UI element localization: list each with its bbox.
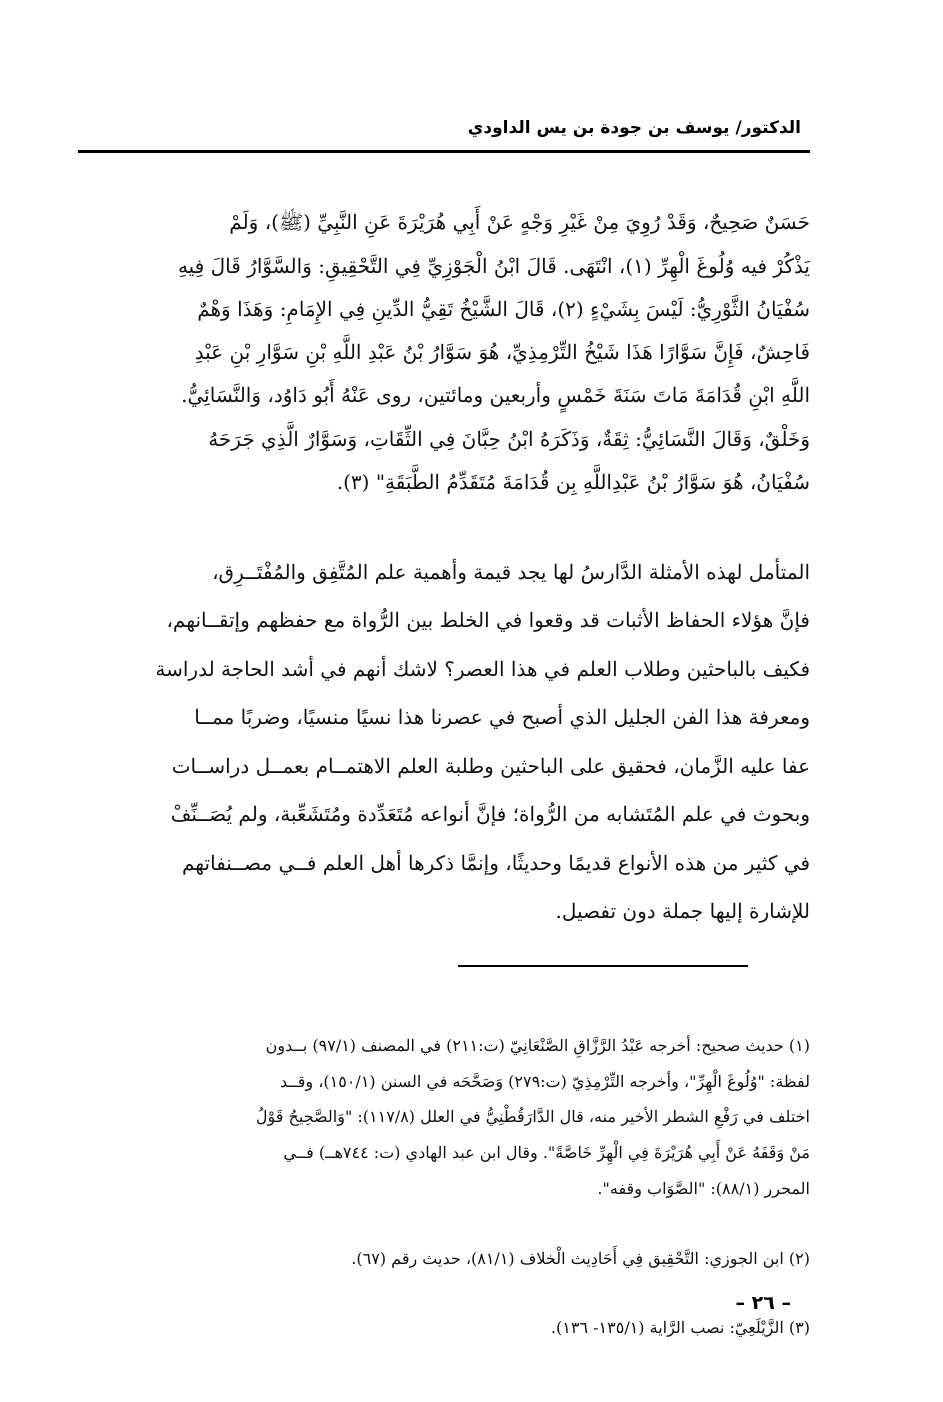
footnote-3-marker: (٣) bbox=[788, 1318, 810, 1338]
footnote-divider bbox=[458, 965, 748, 967]
body-paragraph-2: المتأمل لهذه الأمثلة الدَّارسُ لها يجد قيمة وأهمية علم المُتَّفِق والمُفْتَــرِق، فإنَّ هؤلاء الحفاظ الأثبات قد وقعوا في الخلط بين الرُّواة مع حفظهم وإتقــانهم، فكيف بالباحثين وطلاب العلم في هذا العصر؟ لاشك أنهم في أشد الحاجة لدراسة ومعرفة هذا الفن الجليل الذي أصبح في عصرنا هذا نسيًا منسيًا، وضربًا ممــا عفا عليه الزَّمان، فحقيق على الباحثين وطلبة العلم الاهتمــام بعمــل دراســات وبحوث في علم المُتَشابه من الرُّواة؛ فإنَّ أنواعه مُتَعَدِّدة ومُتَشَعِّبة، ولم يُصَــنِّفْ في كثير من هذه الأنواع قديمًا وحديثًا، وإنمَّا ذكرها أهل العلم فــي مصــنفاتهم للإشارة إليها جملة دون تفصيل. bbox=[155, 559, 810, 924]
header-divider bbox=[78, 150, 810, 153]
footnotes bbox=[78, 993, 810, 1381]
footnote-2 bbox=[78, 1242, 810, 1277]
footnote-3 bbox=[78, 1311, 810, 1346]
footnote-1 bbox=[78, 1028, 810, 1207]
running-header-author: الدكتور/ يوسف بن جودة بن يس الداودي bbox=[467, 118, 801, 138]
page-number: – ٢٦ – bbox=[735, 1292, 791, 1314]
footnote-1-marker: (١) bbox=[788, 1035, 810, 1055]
footnote-2-text: ابن الجوزي: التَّحْقِيق فِي أَحَادِيث الْخلاف (٨١/١)، حديث رقم (٦٧). bbox=[351, 1248, 784, 1268]
footnote-1-text: حديث صحيح: أخرجه عَبْدُ الرَّزَّاقِ الصَّنْعَانِيّ (ت:٢١١) في المصنف (٩٧/١) بــدون لفظة: "وُلُوغَ الْهِرِّ"، وأخرجه التِّرْمِذِيّ (ت:٢٧٩) وَصَحَّحَه في السنن (١٥٠/١)، وقــد اختلف في رَفْعِ الشطر الأخير منه، قال الدَّارَقُطْنِيُّ في العلل (١١٧/٨): "وَالصَّحِيحُ قَوْلُ مَنْ وَقَفَهُ عَنْ أَبِي هُرَيْرَةَ فِي الْهِرِّ خَاصَّةً". وقال ابن عبد الهادي (ت: ٧٤٤هــ) فــي المحرر (٨٨/١): "الصَّوَاب وقفه". bbox=[255, 1035, 810, 1198]
main-text bbox=[78, 158, 810, 979]
body-paragraph-1: حَسَنٌ صَحِيحٌ، وَقَدْ رُوِيَ مِنْ غَيْرِ وَجْهٍ عَنْ أَبِي هُرَيْرَةَ عَنِ النَّبِيِّ (ﷺ)، وَلَمْ يَذْكُرْ فيه وُلُوغَ الْهِرِّ (١)، انْتَهَى. قَالَ ابْنُ الْجَوْزِيِّ فِي التَّحْقِيقِ: وَالسَّوَّارُ قَالَ فِيهِ سُفْيَانُ الثَّوْرِيُّ: لَيْسَ بِشَيْءٍ (٢)، قَالَ الشَّيْخُ تَقِيُّ الدِّينِ فِي الإِمَامِ: وَهَذَا وَهْمٌ فَاحِشٌ، فَإِنَّ سَوَّارًا هَذَا شَيْخُ التِّرْمِذِيِّ، هُوَ سَوَّارُ بْنُ عَبْدِ اللَّهِ بْنِ سَوَّارِ بْنِ عَبْدِ اللَّهِ ابْنِ قُدَامَةَ مَاتَ سَنَةَ خَمْسٍ وأربعين ومائتين، روى عَنْهُ أَبُو دَاوُد، وَالنَّسَائِيُّ. وَخَلْقٌ، وَقَالَ النَّسَائِيُّ: ثِقَةٌ، وَذَكَرَهُ ابْنُ حِبَّانَ فِي الثِّقَاتِ، وَسَوَّارٌ الَّذِي جَرَحَهُ سُفْيَانُ، هُوَ سَوَّارُ بْنُ عَبْدِاللَّهِ بِن قُدَامَةَ مُتَقَدِّمُ الطَّبَقَةِ" (٣). bbox=[177, 210, 810, 495]
footnote-3-text: الزَّيْلَعِيّ: نصب الرَّاية (١٣٥/١- ١٣٦). bbox=[550, 1318, 784, 1338]
footnote-2-marker: (٢) bbox=[788, 1248, 810, 1268]
